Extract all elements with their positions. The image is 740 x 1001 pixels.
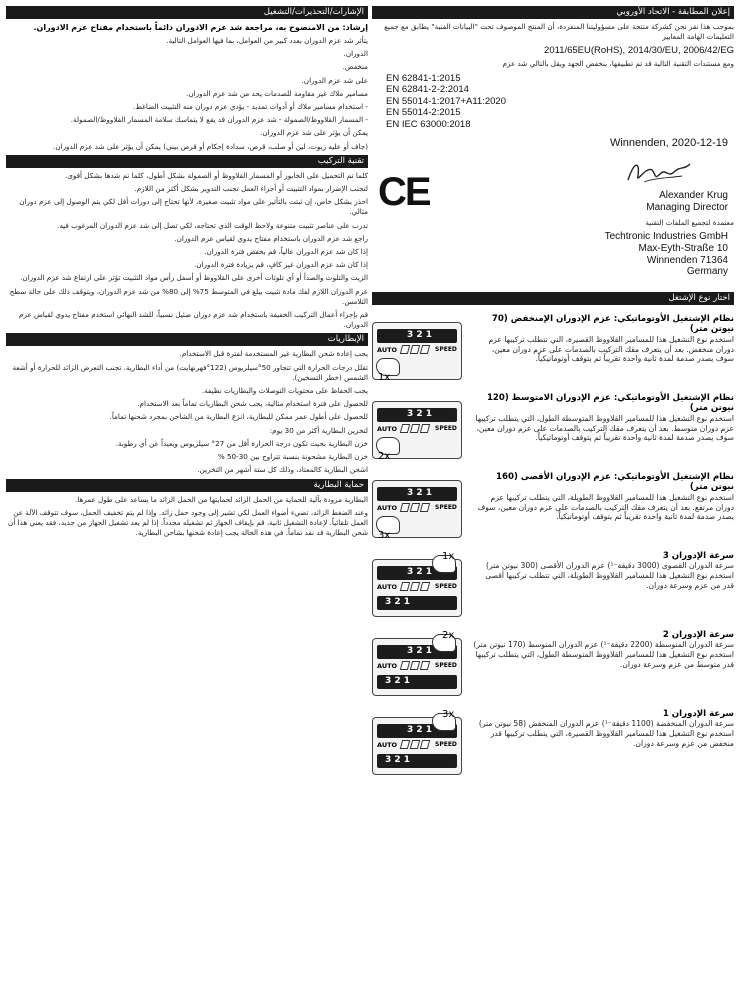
address-line: Germany — [686, 266, 728, 278]
technical-file-authorization: معتمدة لتجميع الملفات التقنية — [645, 218, 734, 228]
mode-title: نظام الإشتغيل الأوتوماتيكي: عزم الإدوران الأقصى (160 نيوتن متر) — [496, 471, 734, 493]
address-line: Max-Eyth-Straße 10 — [638, 242, 728, 254]
install-para: قم بإجراء أعمال التركيب الخفيفة باستخدام شد عزم دوران ضئيل نسبياً، للشد النهائي استخدم مفتاح يدوي لقياس عزم الدوران. — [19, 310, 368, 330]
indicator-slots — [401, 503, 429, 512]
speed-indicator-strip-lower — [377, 596, 457, 610]
factor-item: على شد عزم الدوران. — [301, 75, 368, 85]
indicator-slots — [401, 661, 429, 670]
battery-para: يجب إعادة شحن البطارية غير المستخدمة لفترة قبل الاستخدام. — [179, 349, 368, 359]
press-count-badge: 1x — [442, 550, 455, 562]
mode-title: نظام الإشتغيل الأوتوماتيكي: عزم الإدوران الإمنخفض (70 نيوتن متر) — [491, 313, 734, 335]
mode-description: سرعة الدوران المنخفضة (1100 دقيقة⁻¹) عزم الدوران المنخفض (58 نيوتن متر) استخدم نوع التشغيل هذا للمسامير القلاووظ القصيرة، التي يتطلب تركيبها قدر منخفض من عزم وسرعة دوران. — [478, 719, 734, 748]
factor-item: - استخدام مسامير ملاك أو أدوات تمديد - يؤدي عزم دوران منه التثبيت الضاغط. — [133, 102, 368, 112]
mode-speed-3 — [372, 551, 734, 623]
control-panel-illustration — [372, 472, 468, 544]
speed-digits: 3 2 1 — [407, 566, 433, 577]
speed-indicator-strip-lower — [377, 754, 457, 768]
speed-label: SPEED — [435, 661, 457, 669]
mode-description: استخدم نوع التشغيل هذا للمسامير القلاووظ المتوسطة الطول، التي يتطلب تركيبها عزم دوران متوسط. بعد أن يتعرف مقك التركيب بالصدمات على عزم دوران معين، سوف يصدر صدمة لمدة ثانية واحدة تقريباً ثم يتوقف أوتوماتيكياً. — [475, 413, 734, 443]
signer-name: Alexander Krug — [659, 190, 728, 202]
indicator-slots — [401, 582, 429, 591]
standards-list — [372, 73, 734, 131]
speed-digits: 3 2 1 — [407, 724, 433, 735]
speed-indicator-strip — [377, 329, 457, 343]
battery-para: يجب الحفاظ على محتويات التوصلات والبطاريات نظيفة. — [201, 386, 368, 396]
torque-guidance-lead: إرشاد: من الامنصوح به، مراجعة شد عزم الادوران دائماً باستخدام مفتاح عزم الادوران. — [33, 23, 368, 32]
speed-label: SPEED — [435, 740, 457, 748]
control-panel-illustration — [372, 393, 468, 465]
standard-code: EN 55014-1:2017+A11:2020 — [386, 95, 506, 107]
control-panel-illustration — [372, 314, 468, 386]
press-count-badge: 3x — [442, 708, 455, 720]
speed-digits: 3 2 1 — [407, 408, 433, 419]
mode-title: سرعة الإدوران 2 — [662, 629, 734, 640]
install-para: إذا كان شد عزم الدوران عالياً، قم بخفض فترة الدوران. — [204, 247, 368, 257]
speed-digits: 3 2 1 — [385, 754, 411, 765]
control-panel-illustration — [372, 709, 468, 781]
right-column — [372, 6, 734, 788]
mode-title: سرعة الإدوران 1 — [662, 708, 734, 719]
auto-label: AUTO — [377, 582, 398, 591]
ce-mark-icon: CE — [378, 170, 430, 215]
install-para: تدرب على عناصر تثبيت متنوعة ولاحظ الوقت الذي تحتاجه، لكي تصل إلى شد عزم الدوران المرغوب فيه. — [57, 220, 368, 230]
factor-item: يمكن أن يؤثر على شد عزم الدوران. — [260, 128, 368, 138]
factor-item: منخفض. — [342, 62, 368, 72]
section-header-eu-conformity: إعلان المطابقة - الاتحاد الأوروبي — [372, 6, 734, 19]
mode-speed-1 — [372, 709, 734, 781]
auto-label: AUTO — [377, 740, 398, 749]
install-para: راجع شد عزم الدوران باستخدام مفتاح يدوي لقياس عزم الدوران. — [174, 233, 368, 243]
conformity-lead: بموجب هذا نقر نحن كشركة منتجة على مسؤوليتنا المنفردة، أن المنتج الموصوف تحت "البيانات الفنية" يطابق مع جميع التعليمات الهامة المعايير — [384, 22, 734, 42]
auto-label: AUTO — [377, 503, 398, 512]
section-header-warnings: الإشارات/التحذيرات/التشغيل — [6, 6, 368, 19]
install-para: عزم الدوران اللازم لفك مادة تثبيت يبلغ في المتوسط 75% إلى 80% من شد عزم الدوران، ويتوقف ذلك على حالة سطح التلامس. — [9, 286, 368, 306]
speed-digits: 3 2 1 — [385, 596, 411, 607]
speed-label: SPEED — [435, 345, 457, 353]
press-count-badge: 3x — [378, 529, 391, 541]
signer-title: Managing Director — [646, 201, 728, 213]
speed-digits: 3 2 1 — [407, 645, 433, 656]
mode-description: سرعة الدوران المتوسطة (2200 دقيقة⁻¹) عزم الدوران المتوسط (170 نيوتن متر) استخدم نوع التشغيل هذا للمسامير القلاووظ المتوسطة الطول، التي يتطلب تركيبها قدر متوسط من عزم وسرعة دوران. — [473, 640, 734, 669]
press-count-badge: 1x — [378, 371, 391, 383]
section-header-operating-mode: اختار نوع الإشتغل — [372, 292, 734, 305]
left-column — [6, 6, 368, 541]
mode-description: سرعة الدوران القصوى (3000 دقيقة⁻¹) عزم الدوران الأقصى (300 نيوتن متر) استخدم نوع التشغيل هذا للمسامير القلاووظ الطويلة، التي تتطلب تركيبها أقصى قدر من عزم وسرعة دوران. — [485, 561, 734, 590]
signatory — [646, 190, 728, 213]
battery-para: للحصول على أطول عمر ممكن للبطارية، انزع البطارية من الشاحن بمجرد شحنها تماماً. — [109, 412, 368, 422]
standard-code: EN 62841-1:2015 — [386, 72, 461, 84]
press-count-badge: 2x — [442, 629, 455, 641]
indicator-slots — [401, 740, 429, 749]
speed-indicator-strip-lower — [377, 675, 457, 689]
mode-auto-low — [372, 314, 734, 386]
mode-title: نظام الإشتغيل الأوتوماتيكي: عزم الإدوران الامتوسط (120 نيوتن متر) — [486, 392, 734, 414]
speed-digits: 3 2 1 — [407, 487, 433, 498]
directives-line: 2011/65EU(RoHS), 2014/30/EU, 2006/42/EG — [544, 45, 734, 57]
speed-indicator-strip — [377, 408, 457, 422]
speed-label: SPEED — [435, 424, 457, 432]
signature-block — [372, 156, 734, 218]
standard-code: EN IEC 63000:2018 — [386, 118, 471, 130]
section-header-installation: تقنية التركيب — [6, 155, 368, 168]
factor-item: (جاف أو عليه زيوت، لين أو صلب، قرص، سدادة إحكام أو قرص بيني) يمكن أن يؤثر على شد عزم الدوران. — [53, 141, 368, 151]
install-para: الزيت والتلوث والصدأ أو أي تلوثات أخرى على القلاووظ أو أسفل رأس مواد التثبيت تؤثر على ارتفاع شد عزم الدوران. — [20, 273, 368, 283]
auto-label: AUTO — [377, 661, 398, 670]
standard-code: EN 62841-2-2:2014 — [386, 84, 469, 96]
factor-item: مسامير ملاك غير مقاومة للصدمات يحد من شد عزم الدوران. — [186, 88, 368, 98]
section-header-batteries: الإبطاريات — [6, 333, 368, 346]
speed-label: SPEED — [435, 503, 457, 511]
standard-code: EN 55014-2:2015 — [386, 107, 461, 119]
protection-para: وعند الضغط الزائد، تضيء أضواء العمل لكي تشير إلى وجود حمل زائد. وإذا لم يتم تخفيف الحمل، سوف تتوقف الآلة عن العمل تلقائياً. لإعادة التشغيل ثانية، قم بإيقاف الجهاز ثم تشغيله مجدداً. إذا لم يعد تشغيل الجهاز من جديد، فقد يعني هذا أن شحن البطارية قد نفد تماماً. في هذه الحالة يجب إعادة شحنها بشاحن البطارية. — [8, 507, 368, 538]
mode-auto-max — [372, 472, 734, 544]
battery-para: لتخزين البطارية أكثر من 30 يوم: — [269, 425, 368, 435]
indicator-slots — [401, 424, 429, 433]
company-address — [372, 231, 734, 277]
mode-description: استخدم نوع التشغيل هذا للمسامير القلاووظ الطويلة، التي يتطلب تركيبها عزم دوران مرتفع. بعد أن يتعرف مقك التركيب بالصدمات على عزم دوران معين، سوف يصدر صدمة لمدة ثانية واحدة تقريباً ثم يتوقف أوتوماتيكياً. — [477, 492, 734, 522]
battery-para: تقلل درجات الحرارة التي تتجاوز 50°سيلزيوس (122°فهرنهايت) من أداء البطارية. تجنب التعرض الزائد للحرارة أو أشعة الشمس (خطر التسخين). — [12, 362, 368, 382]
mode-title: سرعة الإدوران 3 — [662, 550, 734, 561]
install-para: لتجنب الإضرار بمواد التثبيت أو أجزاء العمل تجنب التدوير بشكل أكثر من اللازم. — [134, 184, 368, 194]
speed-digits: 3 2 1 — [385, 675, 411, 686]
battery-para: خزن البطارية بحيث تكون درجة الحرارة أقل من 27° سيلزيوس وبعيداً عن أي رطوبة. — [115, 438, 368, 448]
speed-label: SPEED — [435, 582, 457, 590]
address-line: Winnenden 71364 — [646, 254, 728, 266]
install-para: كلما تم التحميل على الخابور أو المسمار القلاووظ أو الصمولة بشكل أطول، كلما تم شدها بشكل أقوى. — [64, 170, 368, 180]
install-para: إذا كان شد عزم الدوران غير كافٍ، قم بزيادة فترة الدوران. — [193, 260, 368, 270]
indicator-slots — [401, 345, 429, 354]
factor-item: الدوران. — [343, 49, 368, 59]
battery-para: اشحن البطارية كالمعتاد، وذلك كل ستة أشهر من التخزين. — [197, 465, 368, 475]
mode-speed-2 — [372, 630, 734, 702]
battery-para: خزن البطارية مشحونة بنسبة تتراوح بين 30-50 % — [217, 452, 368, 462]
protection-para: البطارية مزودة بآلية للحماية من الحمل الزائد لحمايتها من الحمل الزائد ما يساعد على طول عمرها. — [75, 494, 368, 504]
address-line: Techtronic Industries GmbH — [604, 231, 728, 243]
auto-label: AUTO — [377, 345, 398, 354]
auto-label: AUTO — [377, 424, 398, 433]
mode-auto-medium — [372, 393, 734, 465]
factor-item: - المسمار القلاووظ/الصمولة - شد عزم الدوران قد يقع لا يتماسك سلامة المسمار القلاووظ/الصمولة. — [70, 115, 368, 125]
press-count-badge: 2x — [378, 450, 391, 462]
mode-description: استخدم نوع التشغيل هذا للمسامير القلاووظ القصيرة، التي تتطلب تركيبها عزم دوران منخفض. بعد أن يتعرف مقك التركيب بالصدمات على عزم دوران معين، سوف يصدر صدمة لمدة ثانية واحدة تقريباً ثم يتوقف أوتوماتيكياً. — [488, 334, 734, 364]
section-header-battery-protection: حماية البطارية — [6, 479, 368, 492]
speed-digits: 3 2 1 — [407, 329, 433, 340]
place-date: Winnenden, 2020-12-19 — [609, 137, 728, 150]
conformity-note: ومع مستندات التقنية التالية قد تم تطبيقها، ينخفض الجهد ويقل بالتالي شد عزم — [502, 59, 734, 69]
battery-para: للحصول على فترة استخدام مثالية، يجب شحن البطاريات تماماً بعد الاستخدام. — [137, 399, 368, 409]
handwritten-signature — [624, 156, 694, 188]
control-panel-illustration — [372, 551, 468, 623]
install-para: احذر بشكل خاص، إن ثبتت بالتأثير على مواد تثبيت صغيرة، لأنها تحتاج إلى دورات أقل لكي يتم الوصول إلى عزم دوران مثالي. — [19, 197, 368, 217]
control-panel-illustration — [372, 630, 468, 702]
speed-indicator-strip — [377, 487, 457, 501]
torque-factors-intro: يتأثر شد عزم الدوران بعدد كبير من العوامل، بما فيها العوامل التالية. — [166, 36, 368, 45]
